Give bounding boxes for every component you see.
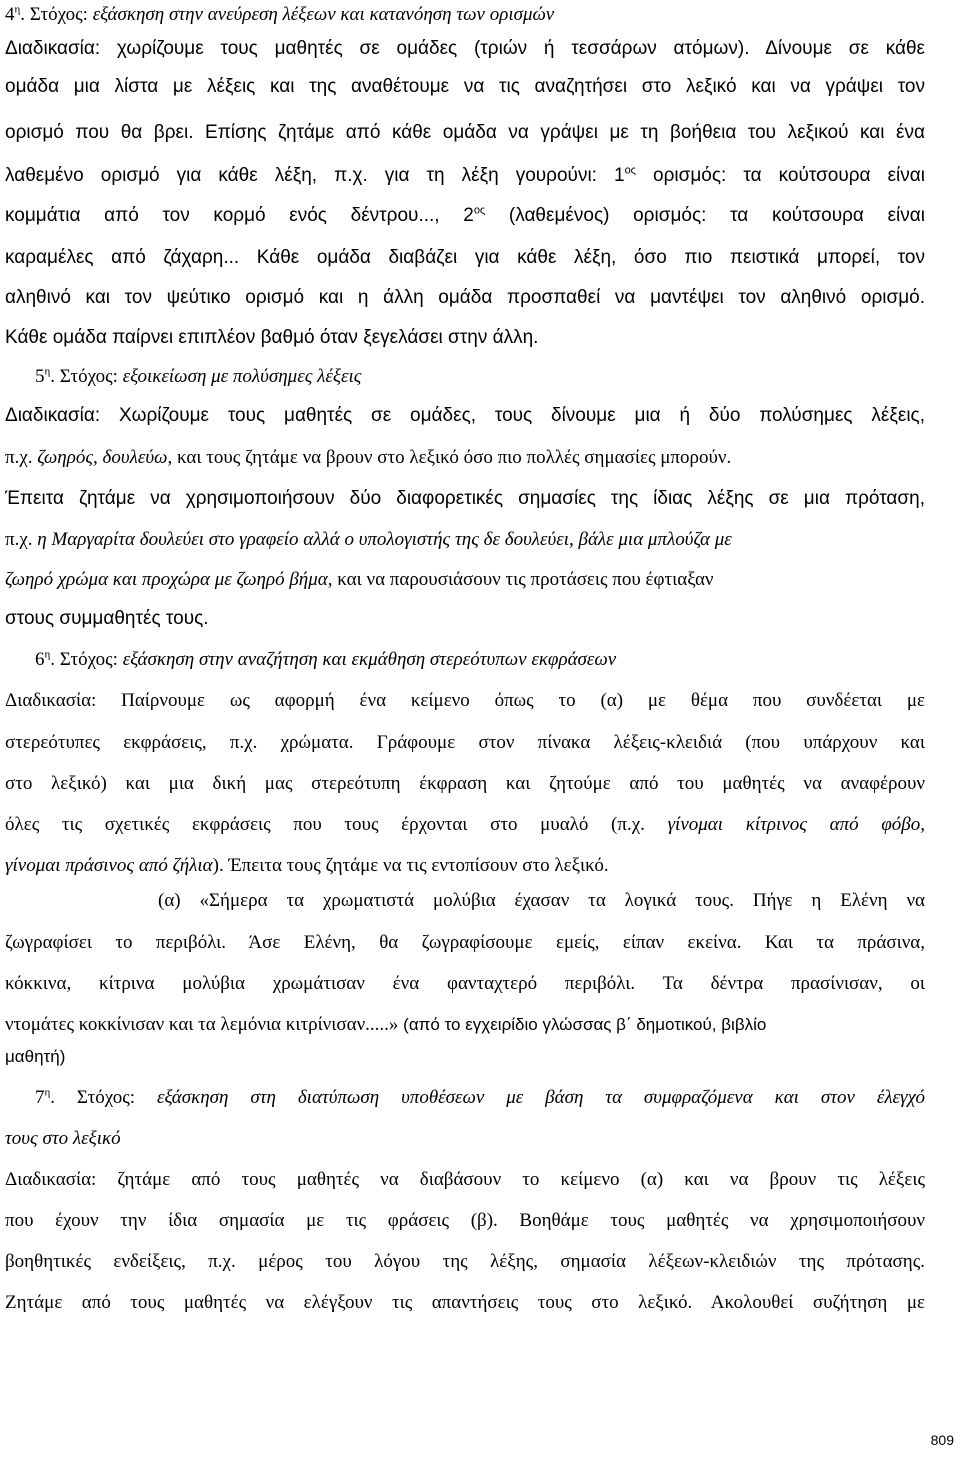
quote-line: ζωγραφίσει το περιβόλι. Άσε Ελένη, θα ζωγραφίσουμε εμείς, είπαν εκείνα. Και τα πράσινα, <box>5 932 925 953</box>
section-6-heading: $6^\eta$. Στόχος: εξάσκηση στην αναζήτηση και εκμάθηση στερεότυπων εκφράσεων <box>35 648 617 670</box>
section-5-heading: $5^\eta$. Στόχος: εξοικείωση με πολύσημες λέξεις <box>35 365 362 387</box>
section-7-line: Ζητάμε από τους μαθητές να ελέγξουν τις απαντήσεις τους στο λεξικό. Ακολουθεί συζήτηση με <box>5 1292 925 1313</box>
quote-source: (από το εγχειρίδιο γλώσσας β΄ δημοτικού, βιβλίο <box>403 1015 767 1034</box>
section-5-line: π.χ. η Μαργαρίτα δουλεύει στο γραφείο αλλά ο υπολογιστής της δε δουλεύει, βάλε μια μπλούζα με <box>5 529 732 550</box>
page-number: 809 <box>930 1432 954 1448</box>
section-4-line: αληθινό και τον ψεύτικο ορισμό και η άλλη ομάδα προσπαθεί να μαντέψει τον αληθινό ορισμό. <box>5 287 925 308</box>
section-4-line: ομάδα μια λίστα με λέξεις και της αναθέτουμε να τις αναζητήσει στο λεξικό και να γράψει τον <box>5 76 925 97</box>
quote-line: κόκκινα, κίτρινα μολύβια χρωμάτισαν ένα φανταχτερό περιβόλι. Τα δέντρα πρασίνισαν, οι <box>5 973 925 994</box>
section-7-line: βοηθητικές ενδείξεις, π.χ. μέρος του λόγου της λέξης, σημασία λέξεων-κλειδιών της πρότασης. <box>5 1251 925 1272</box>
section-7-goal: εξάσκηση στη διατύπωση υποθέσεων με βάση τα συμφραζόμενα και στον έλεγχό <box>156 1087 925 1108</box>
section-4-line: ορισμό που θα βρει. Επίσης ζητάμε από κάθε ομάδα να γράψει με τη βοήθεια του λεξικού και ένα <box>5 122 925 143</box>
quote-line: (α) «Σήμερα τα χρωματιστά μολύβια έχασαν τα λογικά τους. Πήγε η Ελένη να <box>158 890 925 911</box>
section-6-line: γίνομαι πράσινος από ζήλια). Έπειτα τους ζητάμε να τις εντοπίσουν στο λεξικό. <box>5 855 609 876</box>
section-6-line: στο λεξικό) και μια δική μας στερεότυπη έκφραση και ζητούμε από του μαθητές να αναφέρουν <box>5 773 925 794</box>
section-6-line: στερεότυπες εκφράσεις, π.χ. χρώματα. Γράφουμε στον πίνακα λέξεις-κλειδιά (που υπάρχουν και <box>5 732 925 753</box>
section-6-line: Διαδικασία: Παίρνουμε ως αφορμή ένα κείμενο όπως το (α) με θέμα που συνδέεται με <box>5 690 925 711</box>
quote-line: ντομάτες κοκκίνισαν και τα λεμόνια κιτρίνισαν.....» (από το εγχειρίδιο γλώσσας β΄ δημοτικού, βιβλίο <box>5 1014 767 1035</box>
section-5-line: Έπειτα ζητάμε να χρησιμοποιήσουν δύο διαφορετικές σημασίες της ίδιας λέξης σε μια πρόταση, <box>5 488 925 509</box>
section-4-line: Διαδικασία: χωρίζουμε τους μαθητές σε ομάδες (τριών ή τεσσάρων ατόμων). Δίνουμε σε κάθε <box>5 38 925 59</box>
section-5-line: ζωηρό χρώμα και προχώρα με ζωηρό βήμα, και να παρουσιάσουν τις προτάσεις που έφτιαξαν <box>5 569 714 590</box>
section-4-goal: εξάσκηση στην ανεύρεση λέξεων και κατανόηση των ορισμών <box>92 4 555 25</box>
section-5-line: Διαδικασία: Χωρίζουμε τους μαθητές σε ομάδες, τους δίνουμε μια ή δύο πολύσημες λέξεις, <box>5 405 925 426</box>
section-4-line: λαθεμένο ορισμό για κάθε λέξη, π.χ. για τη λέξη γουρούνι: $1^{o\varsigma}$ ορισμός: τα κούτσουρα είναι <box>5 164 925 186</box>
section-7-heading: $7^\eta$. Στόχος: εξάσκηση στη διατύπωση υποθέσεων με βάση τα συμφραζόμενα και στον έλεγχό <box>35 1086 925 1108</box>
section-7-line: Διαδικασία: ζητάμε από τους μαθητές να διαβάσουν το κείμενο (α) και να βρουν τις λέξεις <box>5 1169 925 1190</box>
section-6-line: όλες τις σχετικές εκφράσεις που τους έρχονται στο μυαλό (π.χ. γίνομαι κίτρινος από φόβο, <box>5 814 925 835</box>
section-5-goal: εξοικείωση με πολύσημες λέξεις <box>122 366 362 387</box>
section-4-heading: $4^\eta$. Στόχος: εξάσκηση στην ανεύρεση λέξεων και κατανόηση των ορισμών <box>5 3 555 25</box>
section-5-line: στους συμμαθητές τους. <box>5 608 209 629</box>
section-5-line: π.χ. ζωηρός, δουλεύω, και τους ζητάμε να βρουν στο λεξικό όσο πιο πολλές σημασίες μπορούν. <box>5 447 732 468</box>
section-6-goal: εξάσκηση στην αναζήτηση και εκμάθηση στερεότυπων εκφράσεων <box>122 649 617 670</box>
section-4-line: καραμέλες από ζάχαρη... Κάθε ομάδα διαβάζει για κάθε λέξη, όσο πιο πειστικά μπορεί, τον <box>5 247 925 268</box>
section-7-goal-cont: τους στο λεξικό <box>5 1128 121 1149</box>
section-4-line: κομμάτια από τον κορμό ενός δέντρου..., $2^{o\varsigma}$ (λαθεμένος) ορισμός: τα κούτσουρα είναι <box>5 204 925 226</box>
quote-source: μαθητή) <box>5 1047 66 1066</box>
section-4-line: Κάθε ομάδα παίρνει επιπλέον βαθμό όταν ξεγελάσει στην άλλη. <box>5 327 539 348</box>
section-7-line: που έχουν την ίδια σημασία με τις φράσεις (β). Βοηθάμε τους μαθητές να χρησιμοποιήσουν <box>5 1210 925 1231</box>
